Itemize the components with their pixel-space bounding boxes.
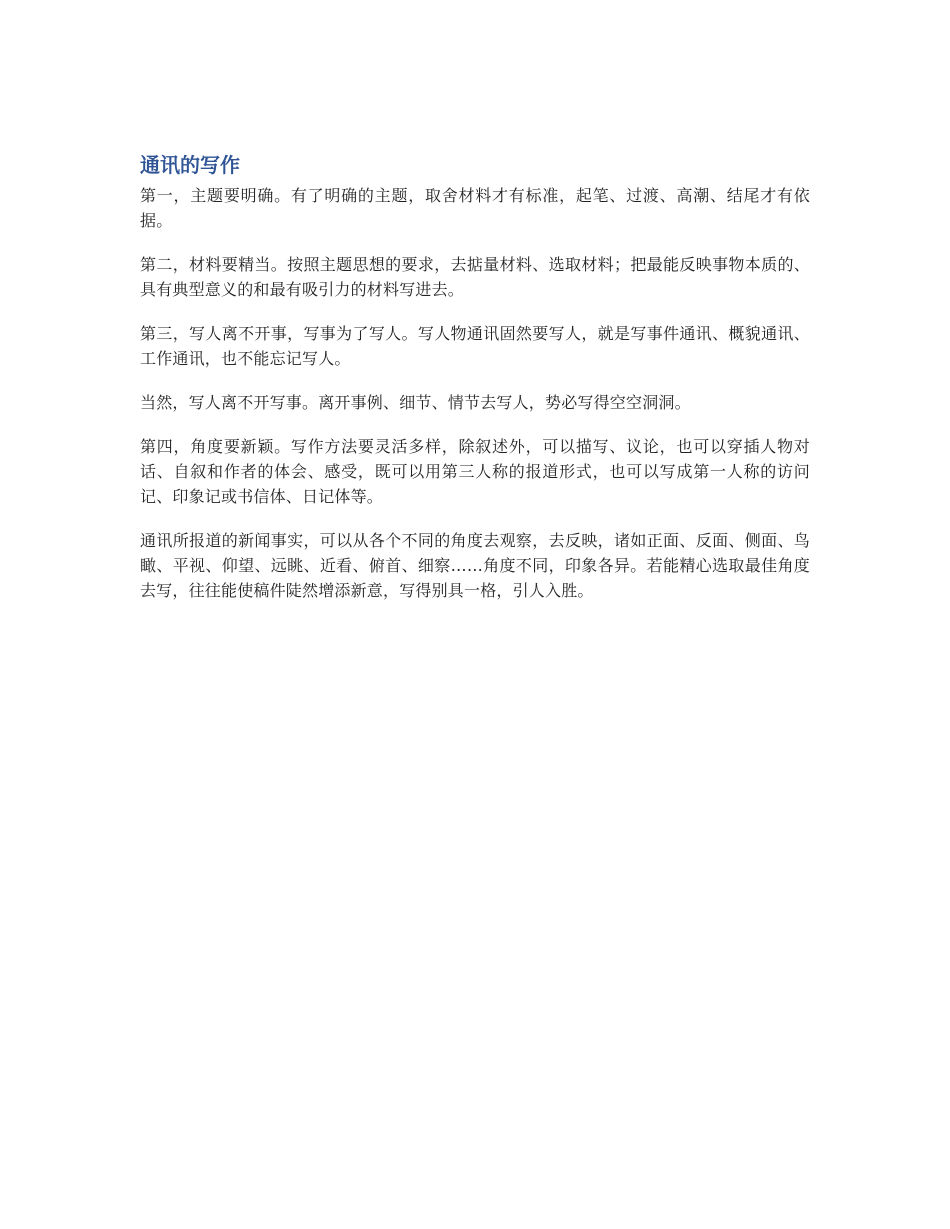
paragraph-1: 第一，主题要明确。有了明确的主题，取舍材料才有标准，起笔、过渡、高潮、结尾才有依据。 (140, 186, 810, 230)
paragraph-6: 通讯所报道的新闻事实，可以从各个不同的角度去观察，去反映，诸如正面、反面、侧面、鸟瞰、平视、仰望、远眺、近看、俯首、细察……角度不同，印象各异。若能精心选取最佳角度去写，往往能使稿件陡然增添新意，写得别具一格，引人入胜。 (140, 531, 810, 600)
paragraph-4: 当然，写人离不开写事。离开事例、细节、情节去写人，势必写得空空洞洞。 (140, 393, 691, 412)
paragraph-5: 第四，角度要新颖。写作方法要灵活多样，除叙述外，可以描写、议论，也可以穿插人物对话、自叙和作者的体会、感受，既可以用第三人称的报道形式，也可以写成第一人称的访问记、印象记或书信体、日记体等。 (140, 437, 810, 506)
document-title: 通讯的写作 (140, 153, 240, 177)
paragraph-3: 第三，写人离不开事，写事为了写人。写人物通讯固然要写人，就是写事件通讯、概貌通讯、工作通讯，也不能忘记写人。 (140, 324, 810, 368)
document-page (140, 150, 810, 622)
paragraph-2: 第二，材料要精当。按照主题思想的要求，去掂量材料、选取材料；把最能反映事物本质的、具有典型意义的和最有吸引力的材料写进去。 (140, 255, 810, 299)
